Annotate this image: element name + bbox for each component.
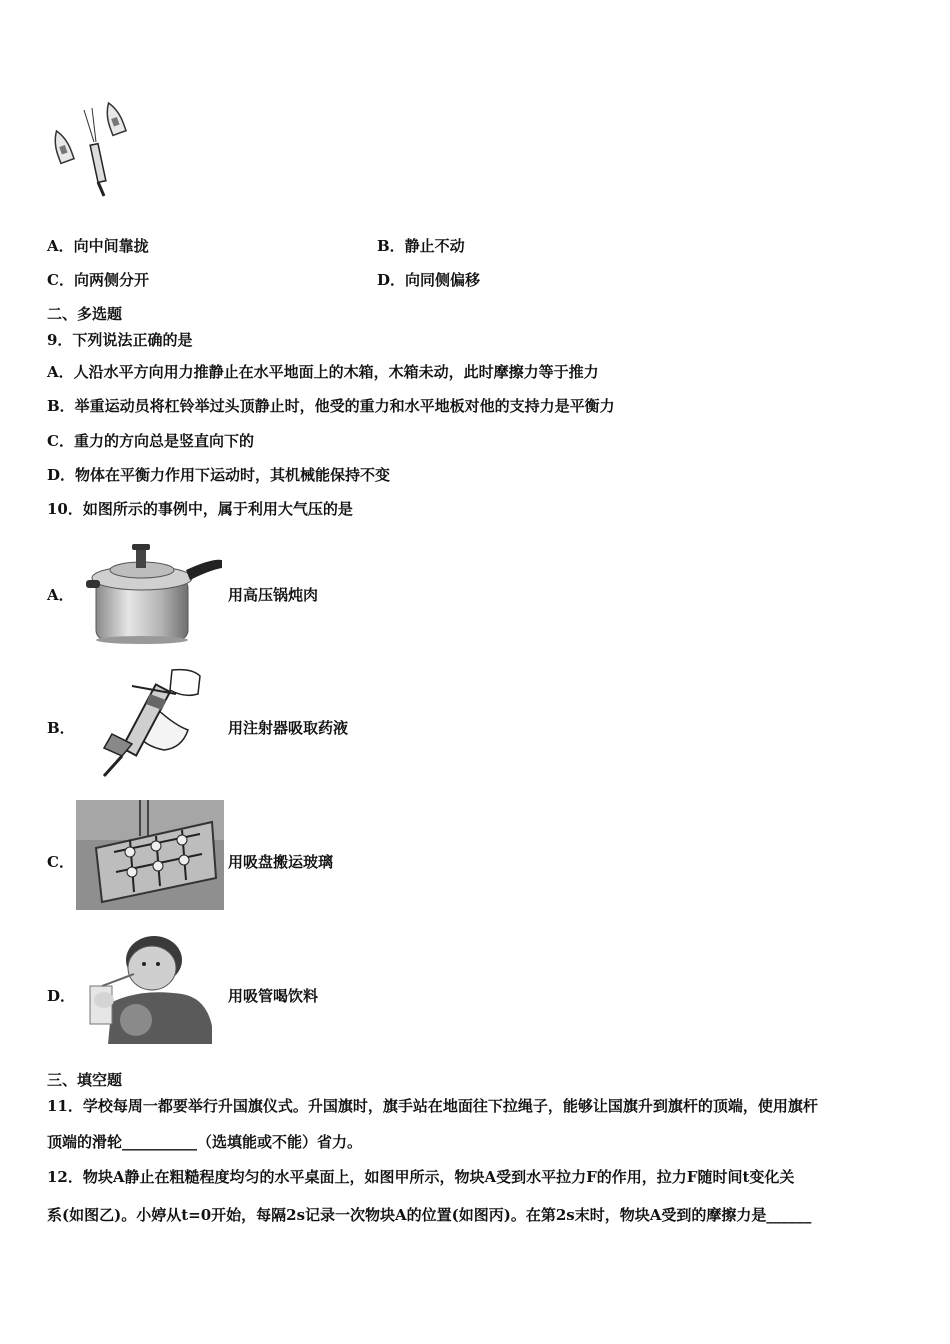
q10-option-b-text: 用注射器吸取药液 — [228, 719, 349, 737]
q11-line-1: 11．学校每周一都要举行升国旗仪式。升国旗时，旗手站在地面往下拉绳子，能够让国旗升到旗杆的顶端，使用旗杆 — [47, 1097, 818, 1115]
q10-option-a-text: 用高压锅炖肉 — [228, 586, 319, 604]
q10-stem: 10．如图所示的事例中，属于利用大气压的是 — [47, 500, 353, 518]
q8-option-b: B．静止不动 — [377, 237, 465, 255]
pressure-cooker-image — [86, 540, 226, 644]
q11-line-2: 顶端的滑轮__________（选填能或不能）省力。 — [47, 1133, 363, 1151]
q10-option-d-text: 用吸管喝饮料 — [228, 987, 319, 1005]
q9-option-a: A．人沿水平方向用力推静止在水平地面上的木箱，木箱未动，此时摩擦力等于推力 — [47, 363, 599, 381]
q8-option-d: D．向同侧偏移 — [377, 271, 481, 289]
q10-option-b-letter: B． — [47, 719, 75, 737]
right-boat-icon — [102, 101, 126, 136]
q8-option-a: A．向中间靠拢 — [47, 237, 149, 255]
q12-line-1: 12．物块A静止在粗糙程度均匀的水平桌面上，如图甲所示，物块A受到水平拉力F的作用，拉力F随时间t变化关 — [47, 1168, 795, 1186]
section-title-multiple-choice: 二、多选题 — [47, 305, 123, 323]
q9-option-c: C．重力的方向总是竖直向下的 — [47, 432, 254, 450]
section-title-fill-in: 三、填空题 — [47, 1071, 123, 1089]
boy-straw-image — [82, 936, 222, 1044]
q9-option-b: B．举重运动员将杠铃举过头顶静止时，他受的重力和水平地板对他的支持力是平衡力 — [47, 397, 615, 415]
q10-option-d-letter: D． — [47, 987, 76, 1005]
left-boat-icon — [50, 129, 74, 164]
q9-stem: 9．下列说法正确的是 — [47, 331, 193, 349]
suction-cup-glass-image — [76, 800, 224, 910]
q9-option-d: D．物体在平衡力作用下运动时，其机械能保持不变 — [47, 466, 391, 484]
syringe-icon — [84, 108, 106, 196]
q8-option-c: C．向两侧分开 — [47, 271, 149, 289]
syringe-drawing-image — [92, 664, 204, 778]
q10-option-a-letter: A． — [47, 586, 74, 604]
q10-option-c-letter: C． — [47, 853, 74, 871]
q12-line-2: 系(如图乙)。小婷从t=0开始，每隔2s记录一次物块A的位置(如图丙)。在第2s末时，物块A受到的摩擦力是______ — [47, 1206, 812, 1224]
boats-syringe-figure — [48, 98, 138, 198]
q10-option-c-text: 用吸盘搬运玻璃 — [228, 853, 334, 871]
